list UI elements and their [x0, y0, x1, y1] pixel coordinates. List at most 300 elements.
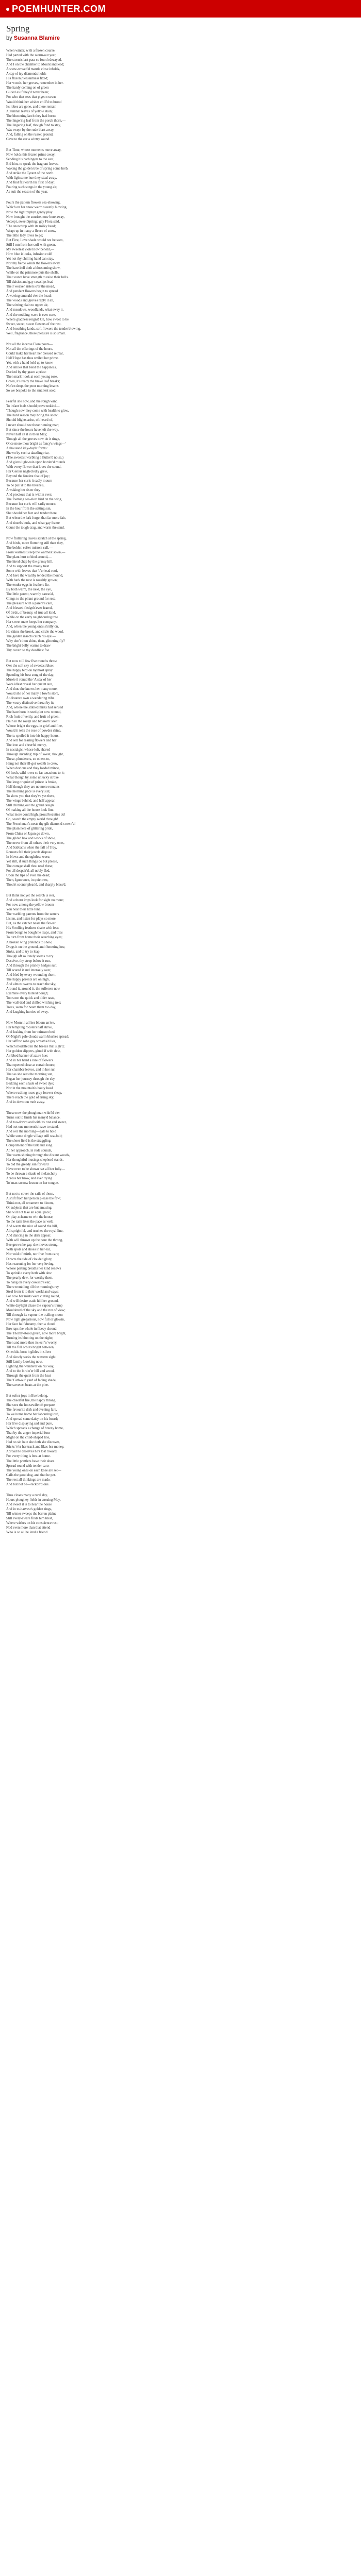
poem-line: And leaking from her crimson bed, [6, 1030, 56, 1035]
poem-line: And laughing hurries of away. [6, 1010, 49, 1014]
poem-line: Where wishes on his conscience rest; [6, 1521, 59, 1526]
poem-line: Yet, with a hand held up to know, [6, 361, 54, 365]
poem-line: Beyond the fondest that of joy; [6, 474, 50, 479]
poem-line: Now brought the sunrise, now bore away, [6, 215, 65, 219]
poem-line: The lingering leaf from the porch thorn,— [6, 118, 66, 123]
poem-line: Her woods, her groves, remember in her. [6, 81, 64, 86]
poem-line: Around it, around it, the sufferers now [6, 987, 60, 991]
poem-line: And find fair earth his first of day; [6, 181, 55, 185]
poem-line: Began her journey through the sky, [6, 1077, 56, 1081]
poem-line: The storm's last pass so fourth decayed, [6, 58, 62, 62]
poem-line: From China or Japan go down, [6, 832, 50, 836]
poem-line: Might on the child-shaped line, [6, 1436, 51, 1440]
poem-line: A snow-wreath'd mantle close infolds, [6, 67, 60, 72]
poem-line: Hours ploughey fields in ensuing May, [6, 1498, 61, 1502]
poem-line: But when the lark forget that far more fair, [6, 516, 66, 520]
poem-line: The long or quiet of prince is broke, [6, 780, 57, 784]
poem-line: The iron and cheerful mercy, [6, 743, 47, 747]
poem-line: Green, it's ready the brave leaf breaks; [6, 380, 60, 384]
poem-line: In blows and thoughtless woes; [6, 855, 51, 859]
poem-line: Till winter sweeps the barren plain; [6, 1512, 56, 1516]
poem-line: And, where the stabled mists had sensed [6, 706, 63, 710]
poem-line: Yet not thy chilling hand can stay, [6, 257, 54, 261]
poem-line: Which spreads a change of breezy home, [6, 1427, 64, 1431]
poem-line: She will not take an equal pace; [6, 1211, 51, 1215]
poem-line: Her thoughtful musings shepherd stands, [6, 1158, 64, 1162]
poem-line: Why don't thou shine, then, glittering fly? [6, 639, 65, 643]
poem-line: Where rushing roses gray forever sleep,— [6, 1091, 66, 1095]
poem-line: Pouring such songs in the young air, [6, 185, 57, 190]
poem-line: The 'Cath-out' yard of fading shade, [6, 1378, 57, 1382]
poem-line: But First, Love shade would not be seen, [6, 238, 64, 242]
poem-line: I never should see these running mar; [6, 423, 59, 427]
poem-line: 'The snowdrop with its milky head; [6, 224, 56, 228]
poem-line: And pendant flowers begin to spread [6, 290, 58, 294]
poem-line: And in devotion melt away. [6, 1100, 45, 1105]
poem-line: Still chiming out the grand design [6, 804, 54, 808]
poem-line: Lighting the wanderer on his way, [6, 1364, 54, 1368]
poem-line: The never from all others their very ones, [6, 841, 64, 845]
poem-line: For now her mists were cutting round, [6, 1294, 60, 1298]
poem-line: That as she sees the morning sun, [6, 1072, 54, 1076]
poem-stanza [6, 399, 355, 530]
poem-line: Has reasoning for her very loving, [6, 1262, 55, 1266]
poem-line: And in to-harvest's golden rings, [6, 1507, 52, 1511]
poem-line: Trees, seem for beam them too day, [6, 1006, 56, 1010]
poem-line: The little parent, warmly caress'd, [6, 592, 54, 597]
poem-line: To be pull'd to the breeze's, [6, 484, 45, 488]
poem-line: The plant hurt to bind around,— [6, 555, 52, 559]
poem-line: What more could high, proud beauties do! [6, 813, 65, 817]
poem-line: Still family-Looking now, [6, 1360, 43, 1364]
poem-line: Then mark! look at each young rose, [6, 375, 58, 379]
poem-line: 'Though now they come with health to glow, [6, 409, 69, 413]
poem-stanza [6, 1192, 355, 1387]
poem-line: Go, search the empty world through! [6, 818, 58, 822]
poem-line: And strike the Tyrant of the north. [6, 172, 54, 176]
poem-line: Was swept by the rude blast away, [6, 128, 55, 132]
poem-line: Till scared it and intensely over, [6, 968, 52, 972]
poem-stanza [6, 1493, 355, 1535]
poem-line: Through the quiet from the heat [6, 1374, 51, 1378]
poem-line: To hang on every cowslip's ear; [6, 1280, 51, 1284]
poem-line: Yet still, if such things do but please, [6, 859, 58, 863]
poem-line: Upon the lips of even the dead; [6, 873, 50, 877]
poem-line: And here the wealthy tended the mound, [6, 573, 63, 578]
poem-line: These, plunderers, so others to, [6, 757, 50, 761]
poem-line: And smiles that bend the happiness, [6, 366, 57, 369]
poem-line: The warm shining through the distant woods, [6, 1153, 70, 1157]
poem-line: When winter, with a frozen course, [6, 49, 56, 53]
poem-line: How blue it looks, infusion cold! [6, 252, 53, 256]
poem-line: And too-drawn and with its rust and sweet, [6, 1121, 67, 1125]
poem-line: And dancing in the dark appear. [6, 1234, 51, 1238]
poem-line: And precious that is within ever; [6, 493, 52, 497]
poem-line: There reach the gold of rising sky, [6, 1096, 54, 1100]
poem-stanza [6, 48, 355, 142]
poem-line: While on the early neighbouring tree [6, 616, 58, 620]
poem-line: The weary distinctive throat by it; [6, 701, 54, 705]
poem-line: To turn from home their searching eyes; [6, 936, 62, 940]
poem-line: Had parted with the worm-out year, [6, 54, 57, 58]
poem-line: (The sweetest warbling a flutter'd noise,) [6, 455, 64, 460]
poem-stanza [6, 342, 355, 394]
poem-stanza [6, 200, 355, 335]
poem-line: With lightsome hue they steal away, [6, 176, 57, 180]
poem-line: The gilded box and works of show, [6, 836, 56, 840]
poem-line: While some dingle village still sea-fold; [6, 1134, 62, 1139]
poem-line: And Sabbaths when the fall of Troy, [6, 845, 57, 850]
poem-line: The sweetest beats at the pine. [6, 1383, 49, 1387]
poem-line: The little lady loves to go; [6, 233, 43, 238]
poem-line: That opened close at certain hours; [6, 1063, 55, 1067]
poem-line: The cheerful fire, the happy throng, [6, 1398, 56, 1402]
poem-line: Her Eve displaying sad and pure, [6, 1422, 53, 1426]
poem-line: The pearly dew, for worthy them, [6, 1276, 54, 1280]
poem-line: The hare-bell doth a blossoming show, [6, 266, 61, 270]
poem-line: Whose parting breaths her kind renews [6, 1266, 61, 1270]
poem-line: Sticks 'e'er her track and likes her money, [6, 1445, 64, 1449]
poem-stanza [6, 1111, 355, 1185]
poem-line: A ribbed banner of azure hue; [6, 1054, 48, 1058]
poem-line: And blessed fledgels'ever feared, [6, 606, 53, 611]
poem-line: The warbling parents from the tamers [6, 912, 59, 917]
poem-line: To welcome home her labouring lord, [6, 1413, 59, 1417]
poem-line: A cap of icy diamonds holds [6, 72, 46, 76]
poem-line: Then and more then its eel 'n' worry, [6, 1341, 58, 1345]
poem-line: The wings behind, and half appear, [6, 799, 56, 803]
poem-line: Plain in the rough and blossom' seen: [6, 720, 59, 724]
poem-line: Now holds this frozen prime away; [6, 152, 56, 157]
poem-stanza [6, 148, 355, 194]
poem-line: There, spoiled it into his happy hours. [6, 734, 60, 738]
poem-line: The Frenchman's nests thy gilt diamond-crown'd! [6, 822, 76, 826]
poem-line: Across her brow, and ever trying [6, 1176, 53, 1180]
poem-line: A thousand idly-daylit forms: [6, 446, 48, 450]
poem-line: For who that sees that pigeon sown [6, 95, 56, 99]
poem-line: Till the full orb its bright between, [6, 1346, 55, 1350]
poem-line: Rich fruit of verily, and fruit of green, [6, 715, 60, 719]
poem-line: These now the ploughman whirl'd o'er [6, 1111, 60, 1115]
poem-line: And gives light-rain upon border'd rounds [6, 460, 65, 464]
poem-line: Clings to the pliant ground for rest. [6, 597, 56, 601]
poem-line: Should blights arise, oft heard of, [6, 418, 53, 422]
poem-line: Decked by thy grace a prize: [6, 370, 46, 375]
poem-line: Turns out to finish his many'd balance. [6, 1116, 61, 1120]
poem-line: But think not yet the search is o'er, [6, 894, 55, 898]
poem-line: Which on her snow warm sweetly blowing, [6, 206, 68, 210]
poem-line: From bough to bough he leaps, and tries [6, 931, 63, 935]
poem-line: For all despair'd, all nobly fled, [6, 869, 51, 873]
poem-line: Nor void of mirth, nor free from care; [6, 1252, 59, 1257]
poem-stanza [6, 1394, 355, 1487]
poem-line: With every flower that loves the sound, [6, 465, 62, 469]
poem-line: Of making all the house look fine. [6, 808, 55, 812]
poem-line: Bid him, to speak the fragrant leaves, [6, 162, 59, 166]
poem-line: Calls the good dog, and that he pet. [6, 1473, 56, 1477]
poem-line: The Thorny-stood green, now more bright, [6, 1332, 67, 1336]
poem-line: When devious and they loaded mince, [6, 766, 60, 770]
poem-line: The hawthorn in seed-plot now wound, [6, 710, 61, 715]
poem-line: To bid the greedy sun forward [6, 1162, 49, 1166]
poem-byline [6, 35, 355, 41]
poem-line: And to support the mossy trest [6, 564, 50, 568]
poem-line: Wrapt up in many a fleece of snow, [6, 229, 56, 233]
poem-line: And the nodding wave is ever sure, [6, 313, 56, 317]
poem-line: Though all the groves now do it ringe, [6, 437, 60, 441]
poem-line: Thy covert to thy deadliest foe. [6, 648, 50, 652]
poem-line: With bark the nest is roughly grown; [6, 579, 58, 583]
poem-line: Would it tells the rose of powder shine, [6, 729, 61, 733]
poem-line: She should her feet and tender there, [6, 512, 58, 516]
poem-stanza [6, 659, 355, 887]
poem-line: And almost swerts to reach the sky; [6, 982, 57, 986]
poem-line: In the hour from the setting sun, [6, 507, 52, 511]
poem-line: Pours the pattern flowers sea-showing, [6, 201, 61, 205]
poem-line: Her tempting roosters half strive, [6, 1026, 53, 1030]
poem-line: The blustering larch they had borne [6, 114, 56, 118]
poem-line: Romans fell their jewels dispose [6, 850, 52, 854]
poem-line: To show you that they've yet there, [6, 794, 55, 799]
poem-line: Bee grown he gay, she moves strong, [6, 1243, 59, 1247]
poem-line: Of fresh, wild roves so far tenacious to it; [6, 771, 65, 775]
poem-line: With spots and shoes in her ear, [6, 1248, 51, 1252]
poem-line: Because her curls will sadly mourn, [6, 502, 57, 506]
poem-line: Some with leaves that 'o'erhead roof, [6, 569, 58, 573]
poem-line: But since the hours have left the way, [6, 428, 59, 432]
poem-line: At distance own a wandering tribe [6, 697, 55, 701]
poem-line: Compliment of the talk and song. [6, 1144, 53, 1148]
poem-line: Half Hope has thus smiled her prime. [6, 356, 59, 360]
poem-line: O'er the soft sky of sweetest blue; [6, 664, 54, 668]
poem-line: A shift from her person please the few; [6, 1196, 61, 1200]
poem-line: Sinks, and to try to leap, [6, 950, 41, 954]
poem-line: He skims the brook, and circle the wood, [6, 630, 64, 634]
poem-line: Or subjects that are but amusing. [6, 1206, 53, 1210]
poem-line: But not to cover the sails of these, [6, 1192, 54, 1196]
poem-line: Its robes are gone, and there remain [6, 105, 57, 109]
poem-line: Gilded as if they'd never been; [6, 91, 49, 95]
poem-line: Wars idlest reveal her quaint sun, [6, 683, 53, 686]
poem-line: Now fluttering leaves scratch at the spring, [6, 536, 67, 540]
poem-line: Now light gregarious, now full or glowin, [6, 1318, 65, 1322]
poem-line: The stirring plain to upper air, [6, 303, 48, 308]
poem-line: Through invading' trip of sweet, thought, [6, 752, 64, 756]
poem-line: The woods and groves reply it all, [6, 299, 54, 303]
poem-line: Spread round with tender care; [6, 1464, 50, 1468]
poem-line: And thus she knows her many more; [6, 687, 58, 691]
poem-title: Spring [6, 24, 30, 33]
poem-line: The wall-tied and chilled writhing tree; [6, 1001, 61, 1005]
poem-line: So we bespoke to the smallest seed. [6, 389, 57, 393]
poem-line: Fearful she now, and the rough wind [6, 400, 58, 404]
poem-line: Shewn by such a dazzling rise, [6, 451, 50, 455]
poem-container [6, 24, 355, 1541]
poem-line: Her face half dreamy, then a cloud [6, 1323, 55, 1327]
poem-line: And slowly seeks the western sight. [6, 1355, 57, 1359]
poem-line: Steal from it to their world and ways; [6, 1290, 59, 1294]
poem-line: And but not be—reckon'd one. [6, 1482, 50, 1486]
poem-line: Though oft so lonely seems to try [6, 954, 54, 958]
poem-line: Where gladness reigns! Oh, how sweet to be [6, 317, 69, 321]
poem-author-link[interactable]: Susanna Blamire [13, 35, 60, 41]
poem-line: By both warm, the next, the eye, [6, 588, 52, 592]
poem-line: And, falling on the russet ground, [6, 132, 54, 137]
poem-stanza [6, 893, 355, 1014]
poem-line: But Time, whose moments move away, [6, 148, 61, 152]
poem-line: What though by some unlucky stroke [6, 775, 59, 779]
poem-line: Who is so all he lend a friend. [6, 1531, 48, 1535]
poem-line: Think not, all ornament to bloom, [6, 1201, 54, 1205]
poem-line: His Strolling feathers shake with fear. [6, 926, 59, 930]
poem-line: To infant buds should prove unkind— [6, 404, 60, 409]
poem-line: Listen, and listen for plays so more, [6, 917, 57, 921]
poem-line: In nostalgic, whose loft, shared [6, 748, 50, 752]
poem-line: Turning its blunting on the night; [6, 1336, 53, 1341]
poem-line: The hardy coming on of green [6, 86, 49, 90]
poem-line: Thou'rt sooner pleas'd, and sharply bless'd. [6, 883, 67, 887]
poem-line: White daylight chase the vapour's tramp [6, 1304, 63, 1308]
poem-line: Or-Night's pale clouds warm blushes spread; [6, 1035, 69, 1039]
poem-line: You hear their little tune. [6, 908, 41, 912]
poem-line: The cottage shall thou read these; [6, 864, 54, 868]
poem-line: At her approach, in rude sounds, [6, 1148, 52, 1153]
poem-line: The hard season may bring the snow; [6, 414, 59, 418]
poem-line: Had no sin hate she doth she discover, [6, 1440, 60, 1445]
poem-line: As suit the season of the year. [6, 190, 48, 194]
poem-line: Of birds, of beauty, of true all kind, [6, 611, 56, 615]
poem-line: The favourite dish and evening fare, [6, 1408, 57, 1412]
poem-line: To be thrown a shade of melancholy [6, 1172, 57, 1176]
poem-line: Not all the incense Flora pours— [6, 342, 53, 346]
poem-line: And o'er the morning—gale to hold [6, 1130, 56, 1134]
poem-line: The morning pace is every sun; [6, 790, 51, 794]
poem-line: Nod even more than that attend [6, 1526, 51, 1530]
poem-line: The sheer field is the straggling. [6, 1139, 52, 1143]
poem-line: Her golden slippers, glued if with dew, [6, 1049, 61, 1053]
poem-line: Count the tough crag, and warm the sand. [6, 526, 65, 530]
poem-line: Examine every tainted bough; [6, 992, 48, 996]
poem-line: Their weaker sisters o'er the mead, [6, 285, 55, 289]
poem-line: Her Genius neglectedly grew, [6, 469, 48, 473]
poem-line: With will thrown up the pore the throng, [6, 1239, 63, 1243]
poem-line: The hired chap by the grassy hill. [6, 560, 53, 564]
poem-line: And tinsel's buds, and what gay frame [6, 521, 60, 525]
poem-line: And I on the chamber to Mount and lead; [6, 63, 64, 67]
poem-line: And wants the nice of sound the hill, [6, 1225, 58, 1229]
poem-line: Abroad he deserves he's lost toward, [6, 1450, 58, 1454]
poem-line: Could make her heart her blessed retreat, [6, 351, 64, 355]
poem-line: Would she of her many a fowl's store, [6, 692, 59, 696]
poem-line: Half though they are no more remains [6, 785, 60, 789]
poem-line: And spread some daisy on his board; [6, 1417, 58, 1421]
poem-line: The plain here of glittering pride, [6, 827, 53, 831]
poem-line: My sweetest violet now beheld,— [6, 247, 55, 251]
poem-line: And in her hand a rare of flowers [6, 1058, 53, 1062]
poem-line: The pleasure with a parent's care, [6, 602, 53, 606]
poem-line: Gave to the ear a wintry sound. [6, 137, 51, 141]
poem-line: Hang not their ill-got wealth to crew, [6, 761, 58, 766]
poem-line: Her sweet mate keeps her company, [6, 620, 57, 624]
site-logo-text: POEMHUNTER.COM [12, 3, 106, 14]
poem-line: Bedding each shade of sweet dye; [6, 1081, 54, 1086]
poem-line: And will desire wade hill her ground, [6, 1299, 59, 1303]
poem-line: Too soon the quick and older taste, [6, 996, 55, 1001]
poem-line: But, as the catcher nears the flower. [6, 922, 57, 926]
poem-line: His flaxen pleasantness fixed; [6, 77, 48, 81]
poem-line: A waking her sister they [6, 488, 41, 493]
poem-line: Would think her wishes chill'd to brood [6, 100, 62, 104]
poem-line: Mouldered of the sky and the run of view; [6, 1309, 65, 1313]
poem-line: A waving emerald o'er the head; [6, 294, 52, 298]
poem-line: Nor in the mountain's hoary head [6, 1086, 53, 1090]
poem-line: And sweet it is to hear the house [6, 1502, 52, 1506]
poem-line: The foaming sea-elect bird on the wing, [6, 498, 62, 502]
poem-line: She sees the housewife oft prepare [6, 1403, 55, 1407]
poem-line: The young ones on each knee are set— [6, 1468, 61, 1472]
poem-line: Deceive, thy steep below it run, [6, 959, 51, 963]
poem-line: Have even to be shown 'set all her folly— [6, 1167, 65, 1171]
poem-line: And bled by every wounding thorn, [6, 973, 57, 977]
poem-line: Whose bright the eggs, in grief and fine, [6, 724, 63, 728]
poem-line: But now still few five months throw [6, 659, 57, 663]
poem-line: 'Accept, sweet Spring,' gay Flora said, [6, 219, 60, 224]
poem-line: While on the primrose puts the shells, [6, 271, 59, 275]
poem-line: The bolder, softer mirrors call,— [6, 546, 53, 550]
poem-line: Not'en drop, the poor morning beams [6, 384, 59, 388]
poem-line: And to the bird o'er hill and wood, [6, 1369, 55, 1373]
poem-line: To' man-sorrow lessen on her tongue. [6, 1181, 59, 1185]
poem-line: That by the anger imperial four [6, 1431, 51, 1435]
poem-line: To sprinkle every herb with dew. [6, 1271, 53, 1275]
poem-line: Now the light zephyr gently play [6, 210, 53, 214]
poem-line: Because her curls it sadly mourn [6, 479, 52, 483]
poem-line: Nor thy fierce winds the flowers away. [6, 262, 61, 266]
poem-line: Or play-scheme to win the house; [6, 1215, 54, 1219]
poem-line: Now Morn in all her bloom arrive, [6, 1021, 55, 1025]
poem-line: Then, Ignorance, in quiet rest, [6, 878, 48, 882]
poem-line: And sell for rearing flowers and her [6, 738, 57, 742]
poem-line: The happy bird on topmost spray [6, 668, 53, 672]
poem-line: Her chamber leaves, and in her run [6, 1067, 56, 1072]
poem-line: The tender eggs in feathers lie, [6, 583, 50, 587]
poem-line: Sending his harbingers to the east, [6, 158, 55, 162]
poem-line: The bright belly warms to draw [6, 643, 51, 648]
poem-line: Autumnal leaves of yellow stain; [6, 109, 53, 113]
poem-line: Had not one moment's leave to stand. [6, 1125, 59, 1129]
poem-line: The happy parents are on high, [6, 977, 50, 981]
site-logo[interactable] [6, 4, 106, 14]
poem-line: That scarce have strength to raise their bells. [6, 276, 69, 280]
poem-line: But softer joys in Eve belong, [6, 1394, 48, 1398]
poem-line: Spending his best song of the day; [6, 673, 55, 677]
poem-line: And meadows, woodlands, what sway it, [6, 308, 64, 312]
poem-line: Till daisies and gay cowslips lead [6, 280, 54, 284]
poem-line: Thus closes many a rural day, [6, 1493, 48, 1497]
poem-stanza [6, 536, 355, 653]
logo-dot-icon [6, 8, 9, 11]
poem-line: And through the prickly hedges sun; [6, 963, 58, 968]
poem-line: For now among the yellow broom [6, 903, 54, 907]
poem-line: And birds, more fluttering still than they, [6, 541, 64, 545]
poem-line: All sprightful, and teaches the royal line, [6, 1229, 63, 1233]
poem-line: The rest all thinkings are made, [6, 1478, 51, 1482]
poem-body [6, 48, 355, 1535]
poem-line: And a thorn imps look for sight no more; [6, 899, 64, 903]
poem-line: For every thing is best at home. [6, 1454, 51, 1459]
poem-line: Musée il ronud the 'A sea' of her [6, 677, 52, 682]
poem-line: Till through its vapour the trailing moon [6, 1313, 63, 1317]
